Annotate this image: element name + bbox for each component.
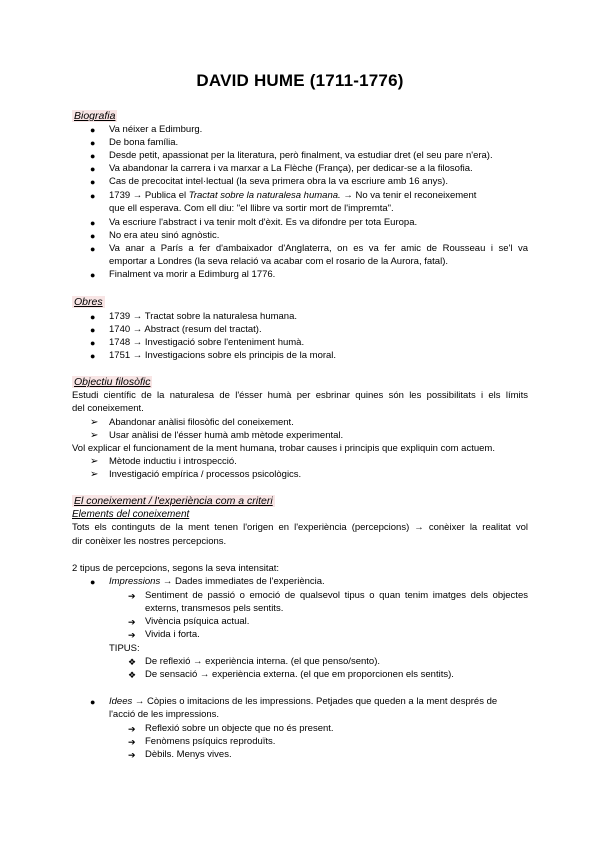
arrow-bullet-icon: ➔ (128, 617, 136, 627)
list-item: Usar anàlisi de l'ésser humà amb mètode experimental. (109, 430, 344, 441)
arrow-glyph: → (343, 190, 353, 201)
tipus-label: TIPUS: (109, 643, 140, 654)
list-item: 1740 → Abstract (resum del tractat). (109, 324, 262, 335)
book-title: Tractat sobre la naturalesa humana. (188, 190, 341, 201)
bullet-icon: ● (90, 351, 96, 361)
bullet-icon: ● (90, 270, 96, 280)
list-item: Investigació empírica / processos psicològics. (109, 469, 302, 480)
bullet-icon: ● (90, 231, 96, 241)
list-item: De bona família. (109, 137, 179, 148)
section-heading-obres: Obres (74, 296, 103, 308)
definition: → Dades immediates de l'experiència. (162, 576, 325, 587)
list-item: 1748 → Investigació sobre l'enteniment humà. (109, 337, 305, 348)
list-item: Vivència psíquica actual. (145, 616, 250, 627)
list-item: Fenòmens psíquics reproduïts. (145, 736, 276, 747)
list-item-suffix: No va tenir el reconeixement (355, 190, 477, 201)
list-item-continuation: emportar a Londres (la seva relació va acabar com el rosario de la Aurora, fatal). (109, 256, 448, 267)
list-item: Mètode inductiu i introspecció. (109, 456, 237, 467)
bullet-icon: ● (90, 218, 96, 228)
term: Idees (109, 696, 133, 707)
term: Impressions (109, 576, 161, 587)
bullet-icon: ● (90, 138, 96, 148)
paragraph-line: del coneixement. (72, 403, 144, 414)
arrowhead-bullet-icon: ➢ (90, 430, 99, 441)
bullet-icon: ● (90, 338, 96, 348)
arrow-bullet-icon: ➔ (128, 630, 136, 640)
paragraph-line: Tots els continguts de la ment tenen l'origen en l'experiència (percepcions) → conèixer la realitat vol (72, 522, 528, 533)
list-item: Vivida i forta. (145, 629, 200, 640)
bullet-icon: ● (90, 177, 96, 187)
arrowhead-bullet-icon: ➢ (90, 469, 99, 480)
list-item-continuation: l'acció de les impressions. (109, 709, 220, 720)
list-item: Reflexió sobre un objecte que no és present. (145, 723, 334, 734)
list-item: Va anar a París a fer d'ambaixador d'Anglaterra, on es va fer amic de Rousseau i se'l va (109, 243, 528, 254)
diamond-bullet-icon: ❖ (128, 657, 137, 667)
list-item: Va abandonar la carrera i va marxar a La Flèche (França), per dedicar-se a la filosofia. (109, 163, 473, 174)
list-item: Sentiment de passió o emoció de qualsevol tipus o quan tenim imatges dels objectes (145, 590, 528, 601)
section-heading-objectiu: Objectiu filosòfic (74, 376, 151, 388)
bullet-icon: ● (90, 325, 96, 335)
list-item: Abandonar anàlisi filosòfic del coneixement. (109, 417, 294, 428)
list-item-prefix: 1739 → Publica el (109, 190, 187, 201)
list-item-continuation: externs, transmesos pels sentits. (145, 603, 284, 614)
paragraph-line: Vol explicar el funcionament de la ment humana, trobar causes i principis que expliquin com actuem. (72, 443, 495, 454)
bullet-icon: ● (90, 577, 96, 587)
bullet-icon: ● (90, 125, 96, 135)
list-item: 1739 → Tractat sobre la naturalesa humana. (109, 311, 298, 322)
list-item: Va néixer a Edimburg. (109, 124, 203, 135)
arrowhead-bullet-icon: ➢ (90, 456, 99, 467)
arrow-bullet-icon: ➔ (128, 737, 136, 747)
paragraph-line: Estudi científic de la naturalesa de l'ésser humà per esbrinar quines són les possibilitats i els límits (72, 390, 528, 401)
list-item: Cas de precocitat intel·lectual (la seva primera obra la va escriure amb 16 anys). (109, 176, 448, 187)
paragraph-line: dir conèixer les nostres percepcions. (72, 536, 227, 547)
paragraph-line: 2 tipus de percepcions, segons la seva intensitat: (72, 563, 280, 574)
arrow-bullet-icon: ➔ (128, 724, 136, 734)
list-item (109, 696, 497, 708)
list-item: Dèbils. Menys vives. (145, 749, 232, 760)
list-item: Va escriure l'abstract i va tenir molt d'èxit. Es va difondre per tota Europa. (109, 217, 418, 228)
list-item: No era ateu sinó agnòstic. (109, 230, 220, 241)
list-item: 1751 → Investigacions sobre els principis de la moral. (109, 350, 337, 361)
arrow-bullet-icon: ➔ (128, 750, 136, 760)
section-heading-coneixement: El coneixement / l'experiència com a criteri (74, 495, 273, 507)
page-title: DAVID HUME (1711-1776) (196, 71, 404, 90)
list-item: De sensació → experiència externa. (el que em proporcionen els sentits). (145, 669, 454, 680)
list-item: De reflexió → experiència interna. (el que penso/sento). (145, 656, 380, 667)
section-heading-biografia: Biografia (74, 110, 116, 122)
arrow-bullet-icon: ➔ (128, 591, 136, 601)
list-item: Finalment va morir a Edimburg al 1776. (109, 269, 276, 280)
bullet-icon: ● (90, 191, 96, 201)
list-item: Desde petit, apassionat per la literatura, però finalment, va estudiar dret (el seu pare n'era). (109, 150, 493, 161)
bullet-icon: ● (90, 697, 96, 707)
list-item (109, 576, 325, 588)
diamond-bullet-icon: ❖ (128, 670, 137, 680)
bullet-icon: ● (90, 244, 96, 254)
bullet-icon: ● (90, 151, 96, 161)
bullet-icon: ● (90, 164, 96, 174)
subheading: Elements del coneixement (72, 509, 190, 520)
bullet-icon: ● (90, 312, 96, 322)
list-item (109, 190, 476, 202)
list-item-continuation: que ell esperava. Com ell diu: "el llibre va sortir mort de l'impremta". (109, 203, 394, 214)
definition: → Còpies o imitacions de les impressions. Petjades que queden a la ment després de (134, 696, 498, 707)
arrowhead-bullet-icon: ➢ (90, 417, 99, 428)
